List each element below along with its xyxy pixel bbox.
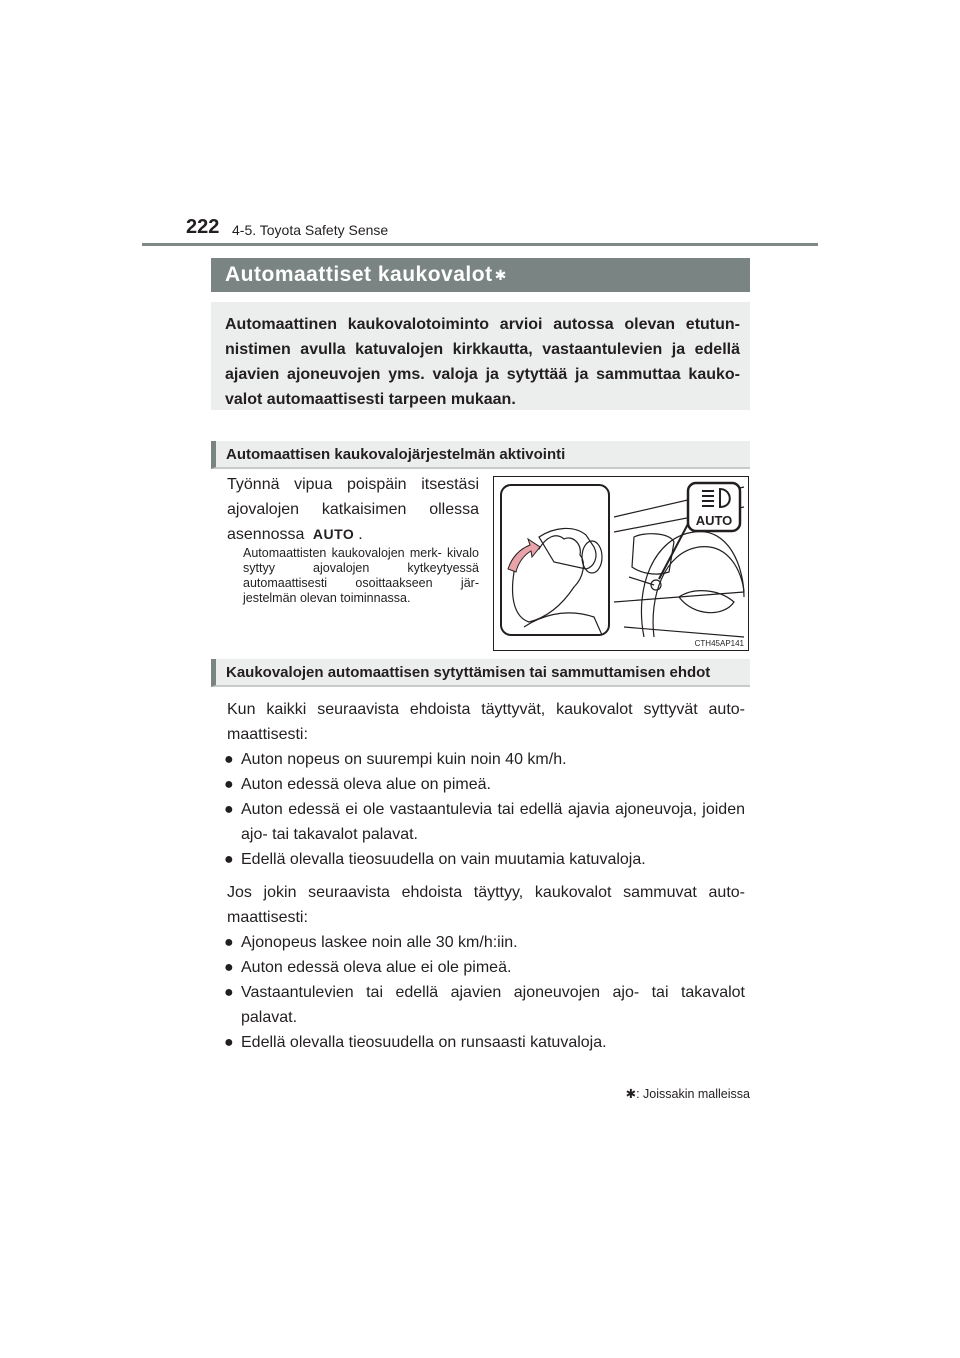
activation-instruction bbox=[227, 472, 479, 547]
figure-auto-label: AUTO bbox=[695, 513, 733, 528]
indicator-note: Automaattisten kaukovalojen merk- kivalo syttyy ajovalojen kytkeytyessä automaattisesti osoittaakseen jär- jestelmän olevan toiminnassa. bbox=[243, 546, 479, 605]
on-condition-item: ● Edellä olevalla tieosuudella on vain muutamia katuvaloja. bbox=[224, 847, 745, 872]
lever-illustration bbox=[493, 476, 749, 651]
on-condition-item: ● Auton edessä ei ole vastaantulevia tai edellä ajavia ajoneuvoja, joiden ajo- tai takavalot palavat. bbox=[224, 797, 745, 847]
page-title: Automaattiset kaukovalot bbox=[225, 263, 493, 286]
section-title-bar bbox=[211, 258, 750, 292]
on-conditions-intro: Kun kaikki seuraavista ehdoista täyttyvät, kaukovalot syttyvät auto- maattisesti: bbox=[227, 701, 745, 743]
header-rule bbox=[142, 243, 818, 246]
footnote-marker: ✱ bbox=[625, 1087, 637, 1101]
off-conditions-intro: Jos jokin seuraavista ehdoista täyttyy, kaukovalot sammuvat auto- maattisesti: bbox=[227, 884, 745, 926]
running-head: 4-5. Toyota Safety Sense bbox=[232, 222, 389, 238]
subheading-conditions: Kaukovalojen automaattisen sytyttämisen tai sammuttamisen ehdot bbox=[211, 659, 750, 687]
off-condition-item: ● Vastaantulevien tai edellä ajavien ajoneuvojen ajo- tai takavalot palavat. bbox=[224, 980, 745, 1030]
instruction-end: . bbox=[358, 526, 363, 543]
auto-symbol: AUTO bbox=[312, 526, 355, 542]
steering-lever-drawing bbox=[494, 477, 748, 650]
off-condition-item: ● Edellä olevalla tieosuudella on runsaasti katuvaloja. bbox=[224, 1030, 745, 1055]
figure-code: CTH45AP141 bbox=[694, 639, 744, 648]
off-condition-item: ● Auton edessä oleva alue ei ole pimeä. bbox=[224, 955, 745, 980]
off-condition-item: ● Ajonopeus laskee noin alle 30 km/h:iin. bbox=[224, 930, 745, 955]
footnote bbox=[626, 1086, 750, 1101]
footnote-text: : Joissakin malleissa bbox=[636, 1087, 750, 1101]
on-condition-item: ● Auton nopeus on suurempi kuin noin 40 km/h. bbox=[224, 747, 745, 772]
on-condition-item: ● Auton edessä oleva alue on pimeä. bbox=[224, 772, 745, 797]
footnote-marker: ✱ bbox=[494, 266, 507, 283]
instruction-text: Työnnä vipua poispäin itsestäsi ajovalojen katkaisimen ollessa asennossa bbox=[227, 476, 479, 543]
page-number: 222 bbox=[186, 216, 220, 238]
subheading-activation: Automaattisen kaukovalojärjestelmän aktivointi bbox=[211, 441, 750, 469]
intro-summary: Automaattinen kaukovalotoiminto arvioi autossa olevan etutun- nistimen avulla katuvalojen kirkkautta, vastaantulevien ja edellä ajavien ajoneuvojen yms. valoja ja sytyttää ja sammuttaa kauko- valot automaattisesti tarpeen mukaan. bbox=[211, 302, 750, 410]
